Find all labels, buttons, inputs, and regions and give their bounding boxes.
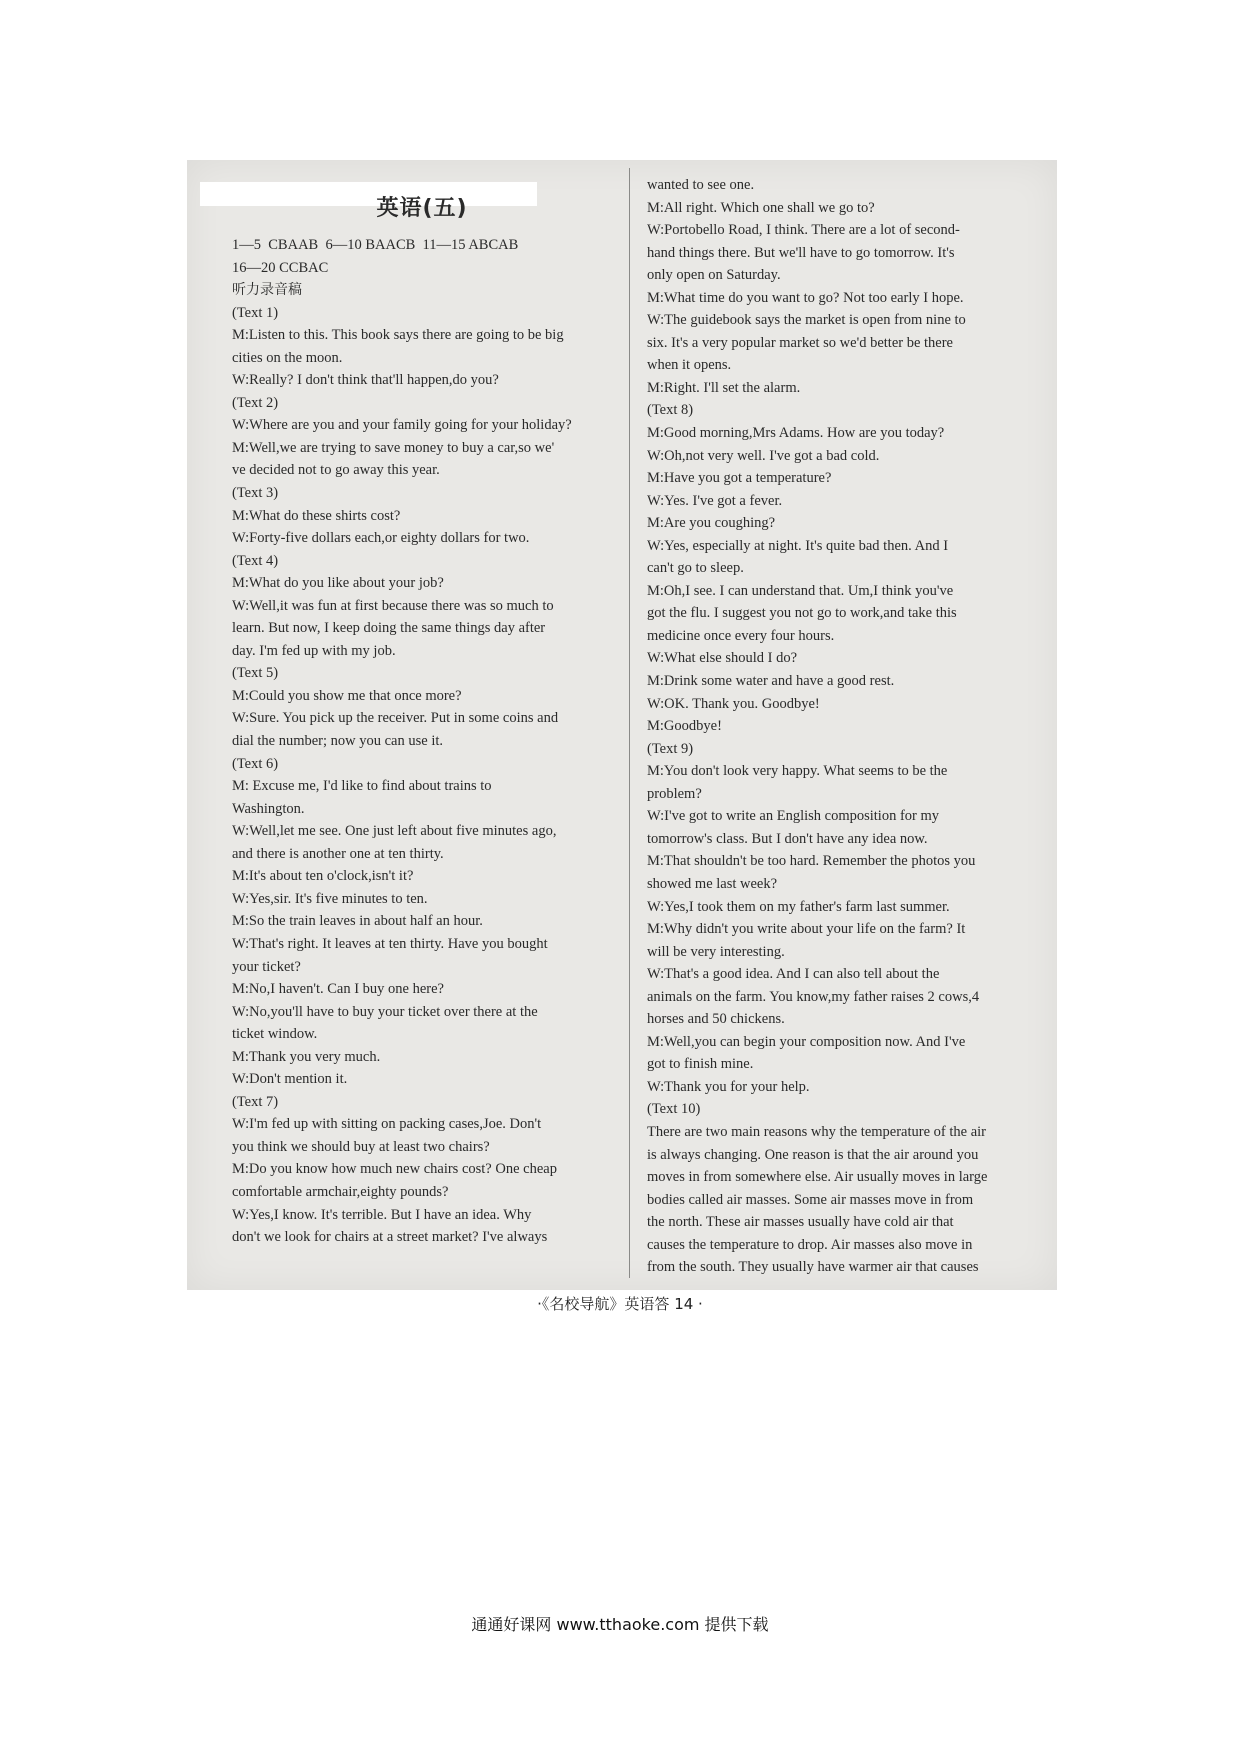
site-credit-footer: 通通好课网 www.tthaoke.com 提供下载 — [471, 1615, 769, 1634]
transcript-line: M:Could you show me that once more? — [232, 687, 462, 704]
transcript-line: M:That shouldn't be too hard. Remember the photos you — [647, 853, 976, 870]
transcript-line: M:Drink some water and have a good rest. — [647, 673, 895, 690]
transcript-line: W:Don't mention it. — [232, 1071, 348, 1088]
transcript-line: M: Excuse me, I'd like to find about trains to — [232, 778, 492, 795]
transcript-line: M:All right. Which one shall we go to? — [647, 199, 875, 216]
section-label: 听力录音稿 — [232, 282, 302, 299]
transcript-line: (Text 5) — [232, 665, 279, 682]
transcript-line: W:I've got to write an English composition for my — [647, 808, 940, 825]
transcript-line: M:Have you got a temperature? — [647, 470, 832, 487]
transcript-line: M:What do these shirts cost? — [232, 507, 401, 524]
transcript-line: W:Yes, especially at night. It's quite bad then. And I — [647, 537, 949, 554]
transcript-line: W:Yes,I know. It's terrible. But I have an idea. Why — [232, 1206, 532, 1223]
transcript-line: M:Listen to this. This book says there are going to be big — [232, 327, 564, 344]
transcript-line: W:That's right. It leaves at ten thirty. Have you bought — [232, 935, 548, 952]
transcript-line: and there is another one at ten thirty. — [232, 845, 444, 862]
transcript-line: (Text 8) — [647, 402, 694, 419]
transcript-line: learn. But now, I keep doing the same things day after — [232, 620, 546, 637]
transcript-line: bodies called air masses. Some air masses move in from — [647, 1191, 974, 1208]
transcript-line: day. I'm fed up with my job. — [232, 642, 396, 659]
transcript-line: from the south. They usually have warmer air that causes — [647, 1259, 979, 1276]
transcript-line: M:So the train leaves in about half an hour. — [232, 913, 483, 930]
transcript-line: W:Yes. I've got a fever. — [647, 492, 783, 509]
transcript-line: (Text 4) — [232, 552, 279, 569]
transcript-line: six. It's a very popular market so we'd better be there — [647, 334, 953, 351]
transcript-line: don't we look for chairs at a street market? I've always — [232, 1229, 548, 1246]
transcript-line: W:What else should I do? — [647, 650, 798, 667]
transcript-line: Washington. — [232, 800, 305, 817]
transcript-line: moves in from somewhere else. Air usually moves in large — [647, 1169, 988, 1186]
transcript-line: the north. These air masses usually have cold air that — [647, 1214, 954, 1231]
transcript-line: W:OK. Thank you. Goodbye! — [647, 695, 820, 712]
transcript-line: M:Oh,I see. I can understand that. Um,I think you've — [647, 582, 954, 599]
page-title: 英语(五) — [376, 196, 468, 221]
transcript-line: There are two main reasons why the temperature of the air — [647, 1123, 986, 1140]
transcript-line: M:Are you coughing? — [647, 515, 776, 532]
page-number-footer: ·《名校导航》英语答 14 · — [537, 1295, 703, 1313]
left-transcript — [232, 302, 612, 1249]
transcript-line: W:Portobello Road, I think. There are a lot of second- — [647, 222, 960, 239]
transcript-line: medicine once every four hours. — [647, 627, 835, 644]
transcript-line: W:Where are you and your family going for your holiday? — [232, 417, 572, 434]
transcript-line: M:Right. I'll set the alarm. — [647, 379, 801, 396]
transcript-line: when it opens. — [647, 357, 732, 374]
left-column — [232, 190, 612, 1249]
transcript-line: W:Well,let me see. One just left about five minutes ago, — [232, 823, 557, 840]
transcript-line: W:No,you'll have to buy your ticket over there at the — [232, 1003, 538, 1020]
transcript-line: W:That's a good idea. And I can also tell about the — [647, 966, 940, 983]
transcript-line: comfortable armchair,eighty pounds? — [232, 1183, 449, 1200]
transcript-line: ve decided not to go away this year. — [232, 462, 440, 479]
answer-key-line: 1—5 CBAAB 6—10 BAACB 11—15 ABCAB — [232, 237, 519, 253]
transcript-line: M:What time do you want to go? Not too early I hope. — [647, 289, 964, 306]
transcript-line: ticket window. — [232, 1026, 318, 1043]
transcript-line: only open on Saturday. — [647, 267, 781, 284]
transcript-line: M:Thank you very much. — [232, 1048, 381, 1065]
transcript-line: W:Really? I don't think that'll happen,do you? — [232, 372, 499, 389]
transcript-line: (Text 3) — [232, 485, 279, 502]
transcript-line: showed me last week? — [647, 875, 778, 892]
transcript-line: cities on the moon. — [232, 349, 343, 366]
transcript-line: M:You don't look very happy. What seems to be the — [647, 763, 948, 780]
transcript-line: is always changing. One reason is that the air around you — [647, 1146, 979, 1163]
transcript-line: M:Do you know how much new chairs cost? One cheap — [232, 1161, 557, 1178]
transcript-line: M:It's about ten o'clock,isn't it? — [232, 868, 414, 885]
transcript-line: M:Good morning,Mrs Adams. How are you today? — [647, 425, 945, 442]
transcript-line: M:What do you like about your job? — [232, 575, 444, 592]
transcript-line: W:Yes,sir. It's five minutes to ten. — [232, 890, 428, 907]
right-transcript — [647, 174, 1039, 1279]
right-column — [647, 174, 1039, 1279]
transcript-line: animals on the farm. You know,my father raises 2 cows,4 — [647, 988, 980, 1005]
transcript-line: got to finish mine. — [647, 1056, 754, 1073]
transcript-line: W:Thank you for your help. — [647, 1078, 810, 1095]
transcript-line: M:Why didn't you write about your life on the farm? It — [647, 921, 966, 938]
scanned-page — [187, 160, 1057, 1290]
transcript-line: W:Yes,I took them on my father's farm last summer. — [647, 898, 950, 915]
transcript-line: wanted to see one. — [647, 177, 755, 193]
transcript-line: M:Goodbye! — [647, 718, 722, 735]
transcript-line: W:The guidebook says the market is open from nine to — [647, 312, 966, 329]
transcript-line: M:No,I haven't. Can I buy one here? — [232, 981, 444, 998]
transcript-line: (Text 2) — [232, 394, 279, 411]
transcript-line: causes the temperature to drop. Air masses also move in — [647, 1236, 973, 1253]
transcript-line: W:Oh,not very well. I've got a bad cold. — [647, 447, 880, 464]
transcript-line: tomorrow's class. But I don't have any idea now. — [647, 830, 928, 847]
transcript-line: W:Forty-five dollars each,or eighty dollars for two. — [232, 530, 530, 547]
transcript-line: you think we should buy at least two chairs? — [232, 1138, 490, 1155]
transcript-line: dial the number; now you can use it. — [232, 733, 444, 750]
transcript-line: got the flu. I suggest you not go to work,and take this — [647, 605, 957, 622]
transcript-line: M:Well,we are trying to save money to buy a car,so we' — [232, 439, 555, 456]
transcript-line: can't go to sleep. — [647, 560, 744, 577]
answer-key-line: 16—20 CCBAC — [232, 259, 329, 276]
transcript-line: (Text 6) — [232, 755, 279, 772]
transcript-line: (Text 7) — [232, 1093, 279, 1110]
transcript-line: (Text 10) — [647, 1101, 701, 1118]
transcript-line: M:Well,you can begin your composition now. And I've — [647, 1033, 966, 1050]
transcript-line: problem? — [647, 785, 702, 802]
transcript-line: W:Well,it was fun at first because there was so much to — [232, 597, 554, 614]
transcript-line: will be very interesting. — [647, 943, 785, 960]
transcript-line: W:I'm fed up with sitting on packing cases,Joe. Don't — [232, 1116, 542, 1133]
transcript-line: your ticket? — [232, 958, 301, 975]
column-divider — [629, 168, 630, 1278]
transcript-line: W:Sure. You pick up the receiver. Put in some coins and — [232, 710, 559, 727]
transcript-line: horses and 50 chickens. — [647, 1011, 785, 1028]
transcript-line: (Text 1) — [232, 304, 279, 321]
transcript-line: (Text 9) — [647, 740, 694, 757]
transcript-line: hand things there. But we'll have to go tomorrow. It's — [647, 244, 955, 261]
